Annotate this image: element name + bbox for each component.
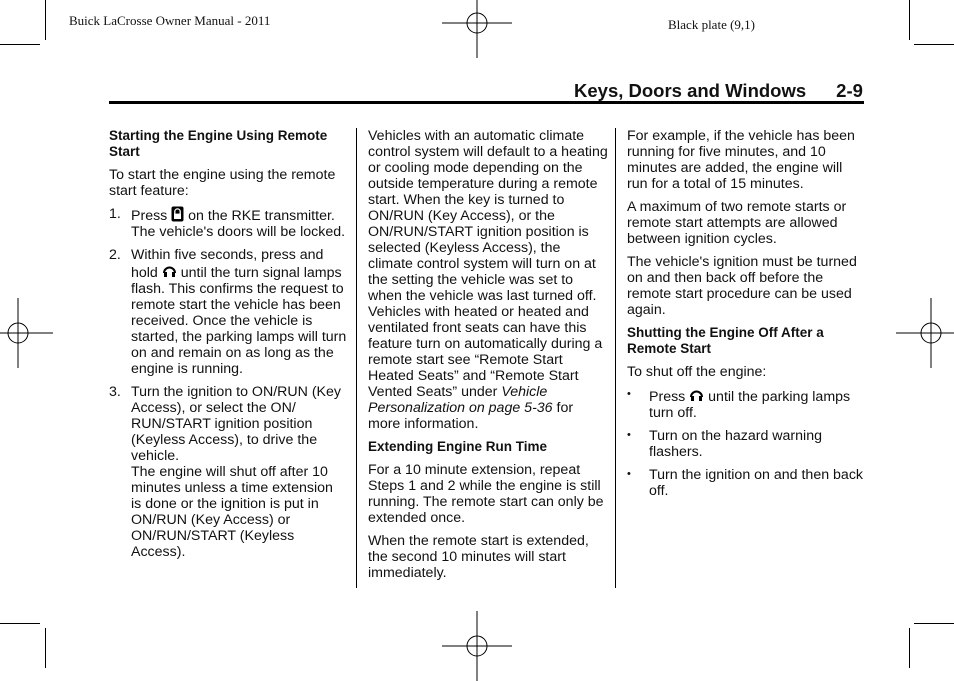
step-3 [109, 384, 347, 560]
max-starts-paragraph: A maximum of two remote starts or remote start attempts are allowed between ignition cycles. [627, 199, 847, 247]
step-text-pre: Within five seconds, press and hold [131, 247, 324, 281]
crop-mark [914, 623, 954, 624]
bullet-text-pre: Press [649, 389, 686, 405]
example-paragraph: For example, if the vehicle has been running for five minutes, and 10 minutes are added, the engine will run for a total of 15 minutes. [627, 128, 855, 192]
section-title: Keys, Doors and Windows [574, 80, 807, 101]
manual-title: Buick LaCrosse Owner Manual - 2011 [69, 13, 271, 28]
column-divider [356, 128, 357, 588]
step-number: 1. [109, 206, 121, 222]
bullet-text [649, 387, 864, 421]
step-text-post: until the turn signal lamps flash. This confirms the request to remote start the vehicle has been received. Once the vehicle is started, the parking lamps will turn on and remain on as long as the engine is running. [131, 265, 347, 377]
step-text-pre: Press [131, 208, 168, 224]
shut-off-intro: To shut off the engine: [627, 364, 767, 380]
step-number: 3. [109, 384, 121, 400]
crop-mark [45, 0, 46, 40]
heading-starting-remote-start: Starting the Engine Using Remote Start [109, 128, 328, 159]
registration-mark-bottom [442, 611, 512, 681]
registration-mark-right [896, 298, 954, 368]
step-text-main: Turn the ignition to ON/RUN (Key Access), or select the ON/ RUN/START ignition position (Keyless Access), to drive the vehicle. [131, 384, 341, 464]
registration-mark-top [442, 0, 512, 58]
column-divider [615, 128, 616, 588]
bullet-text-post: until the parking lamps turn off. [649, 389, 851, 421]
column-3 [627, 128, 864, 506]
bullet: • [627, 429, 631, 441]
step-text [131, 384, 347, 560]
crop-mark [45, 628, 46, 668]
step-text [131, 206, 347, 240]
bullet-text: Turn the ignition on and then back off. [649, 467, 864, 499]
crop-mark [0, 623, 40, 624]
intro-paragraph: To start the engine using the remote start feature: [109, 167, 336, 199]
step-1 [109, 206, 347, 240]
crop-mark [909, 628, 910, 668]
paragraph-text: Vehicles with an automatic climate control system will default to a heating or cooling mode depending on the outside temperature during a remote start. When the key is turned to ON/RUN (Key Access), or the ON/RUN/START ignition position is selected (Keyless Access), the climate control system will turn on at the setting the vehicle was set to when the vehicle was last turned off. Vehicles with heated or heated and ventilated front seats can have this feature turn on automatically during a remote start see “Remote Start Heated Seats” and “Remote Start Vented Seats” under [368, 128, 608, 400]
bullet-item [627, 467, 864, 499]
header-rule [109, 101, 864, 104]
bullet: • [627, 388, 631, 400]
crop-mark [914, 44, 954, 45]
registration-mark-left [0, 298, 53, 368]
bullet: • [627, 468, 631, 480]
step-number: 2. [109, 247, 121, 263]
lock-icon [171, 206, 184, 222]
bullet-text: Turn on the hazard warning flashers. [649, 428, 822, 460]
crop-mark [909, 0, 910, 40]
ignition-paragraph: The vehicle's ignition must be turned on and then back off before the remote start procedure can be used again. [627, 254, 857, 318]
column-2 [368, 128, 608, 588]
extension-paragraph: For a 10 minute extension, repeat Steps 1 and 2 while the engine is still running. The remote start can only be extended once. [368, 462, 604, 526]
step-2 [109, 247, 347, 377]
remote-start-icon [689, 387, 704, 403]
cross-reference: Vehicle Personalization on page 5-36 [368, 384, 553, 416]
page-number: 2-9 [836, 80, 863, 101]
climate-control-paragraph [368, 128, 608, 432]
section-header [574, 80, 863, 102]
crop-mark [0, 44, 40, 45]
heading-shutting-engine-off: Shutting the Engine Off After a Remote Start [627, 325, 824, 356]
extended-paragraph: When the remote start is extended, the second 10 minutes will start immediately. [368, 533, 589, 581]
heading-extending-run-time: Extending Engine Run Time [368, 439, 548, 454]
column-1 [109, 128, 347, 560]
bullet-item [627, 428, 864, 460]
plate-label: Black plate (9,1) [668, 17, 755, 32]
step-text-post: on the RKE transmitter. The vehicle's doors will be locked. [131, 208, 346, 240]
remote-start-icon [162, 263, 177, 279]
step-text [131, 247, 347, 377]
step-text-extra: The engine will shut off after 10 minutes unless a time extension is done or the ignition is put in ON/RUN (Key Access) or ON/RUN/START (Keyless Access). [131, 464, 333, 560]
paragraph-text-end: for more information. [368, 400, 574, 432]
bullet-item [627, 387, 864, 421]
